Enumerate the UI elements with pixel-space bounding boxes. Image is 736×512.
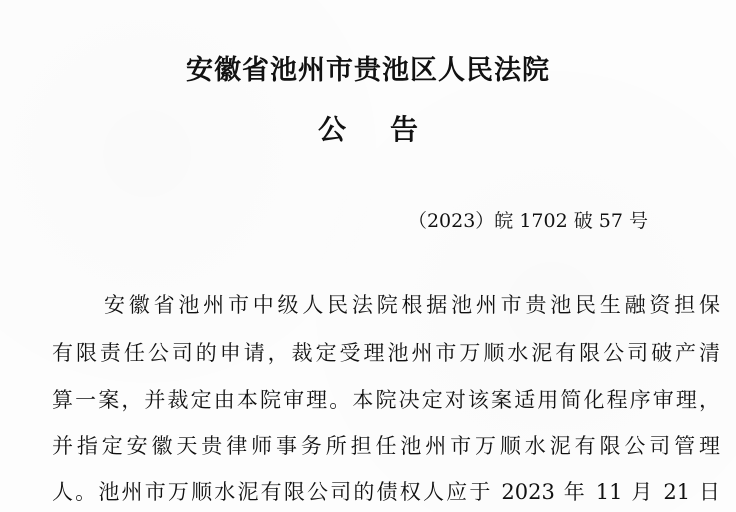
body-text-line: 并指定安徽天贵律师事务所担任池州市万顺水泥有限公司管理 [52,434,720,458]
body-text-line: 算一案，并裁定由本院审理。本院决定对该案适用简化程序审理， [52,388,720,412]
body-text-line: 安徽省池州市中级人民法院根据池州市贵池民生融资担保 [104,293,720,317]
body-text-line: 有限责任公司的申请，裁定受理池州市万顺水泥有限公司破产清 [52,341,720,365]
notice-title: 公告 [317,113,462,146]
case-number: （2023）皖 1702 破 57 号 [407,210,648,232]
court-name-heading: 安徽省池州市贵池区人民法院 [186,55,550,86]
body-text-line: 人。池州市万顺水泥有限公司的债权人应于 2023 年 11 月 21 日 [52,480,720,504]
